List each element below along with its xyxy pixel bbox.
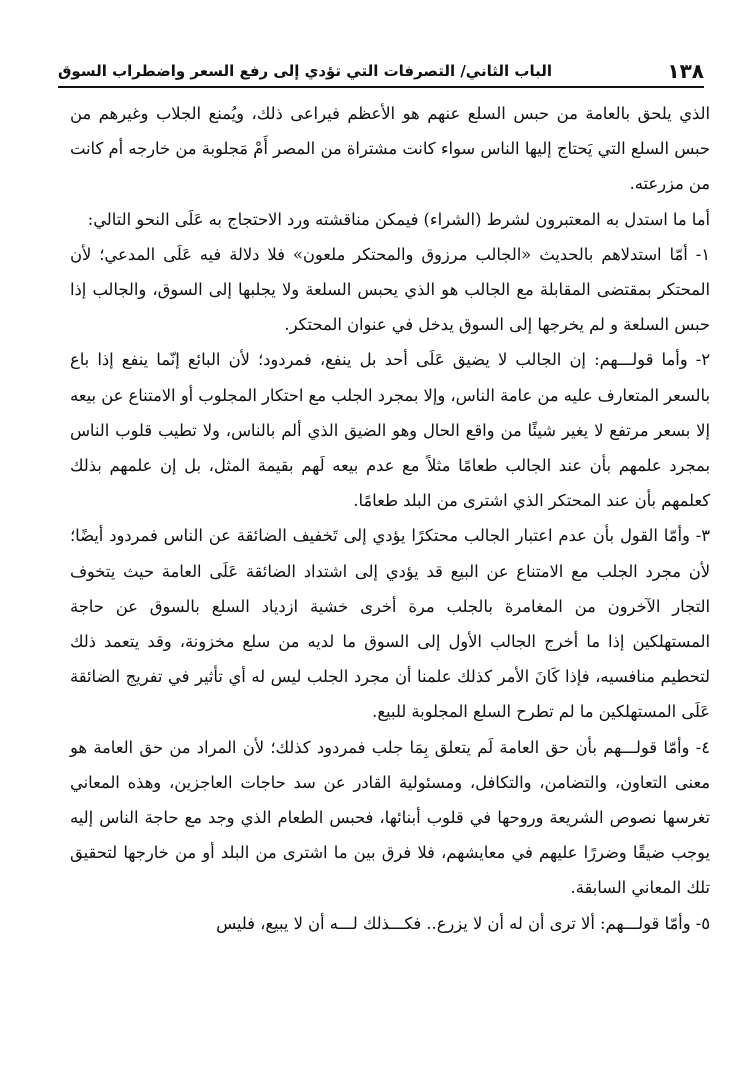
paragraph-2: أما ما استدل به المعتبرون لشرط (الشراء) فيمكن مناقشته ورد الاحتجاج به عَلَى النحو التالي: <box>87 209 710 229</box>
paragraph-point-5: ٥- وأمّا قولـــهم: ألا ترى أن له أن لا يزرع.. فكـــذلك لـــه أن لا يبيع، فليس <box>216 913 710 933</box>
paragraph-point-1: ١- أمّا استدلاهم بالحديث «الجالب مرزوق والمحتكر ملعون» فلا دلالة فيه عَلَى المدعي؛ لأن المحتكر بمقتضى المقابلة مع الجالب هو الذي يحبس السلعة ولا يجلبها إلى السوق، والجالب إذا حبس السلعة و لم يخرجها إلى السوق يدخل في عنوان المحتكر. <box>70 244 710 335</box>
paragraph-point-4: ٤- وأمّا قولـــهم بأن حق العامة لَم يتعلق بِمَا جلب فمردود كذلك؛ لأن المراد من حق العامة هو معنى التعاون، والتضامن، والتكافل، ومسئولية القادر عن سد حاجات العاجزين، وهذه المعاني تغرسها نصوص الشريعة وروحها في قلوب أبنائها، فحبس الطعام الذي وجد مع حاجة الناس إليه يوجب ضيقًا وضررًا عليهم في معايشهم، فلا فرق بين ما اشترى من البلد أو من خارجها لتحقيق تلك المعاني السابقة. <box>70 737 710 898</box>
chapter-title: الباب الثاني/ التصرفات التي تؤدي إلى رفع السعر واضطراب السوق <box>58 62 552 80</box>
paragraph-1: الذي يلحق بالعامة من حبس السلع عنهم هو الأعظم فيراعى ذلك، ويُمنع الجلاب وغيرهم من حبس السلع التي يَحتاج إليها الناس سواء كانت مشتراة من المصر أَمْ مَجلوبة من خارجه أم كانت من مزرعته. <box>70 104 710 194</box>
paragraph-point-2: ٢- وأما قولـــهم: إن الجالب لا يضيق عَلَى أحد بل ينفع، فمردود؛ لأن البائع إنّما ينفع إذا باع بالسعر المتعارف عليه من عامة الناس، وإلا بمجرد الجلب مع احتكار المجلوب أو الامتناع عن بيعه إلا بسعر مرتفع لا يغير شيئًا من واقع الحال وهو الضيق الذي ألم بالناس، ولا تطيب قلوب الناس بمجرد علمهم بأن عند الجالب طعامًا مثلاً مع عدم بيعه لَهم بقيمة المثل، بل إن علمهم بذلك كعلمهم بأن عند المحتكر الذي اشترى من البلد طعامًا. <box>70 350 710 511</box>
running-header <box>58 56 704 88</box>
paragraph-point-3: ٣- وأمّا القول بأن عدم اعتبار الجالب محتكرًا يؤدي إلى تَخفيف الضائقة عن الناس فمردود أيضًا؛ لأن مجرد الجلب مع الامتناع عن البيع قد يؤدي إلى اشتداد الضائقة عَلَى العامة حيث يتخوف التجار الآخرون من المغامرة بالجلب مرة أخرى خشية ازدياد السلع بالسوق عن حاجة المستهلكين إذا ما أخرج الجالب الأول إلى السوق ما لديه من سلع مخزونة، وقد يتعمد ذلك لتحطيم منافسيه، فإذا كَانَ الأمر كذلك علمنا أن مجرد الجلب ليس له أي تأثير في تفريج الضائقة عَلَى المستهلكين ما لم تطرح السلع المجلوبة للبيع. <box>70 526 710 722</box>
page-number: ١٣٨ <box>667 59 704 83</box>
body-text <box>70 96 710 941</box>
